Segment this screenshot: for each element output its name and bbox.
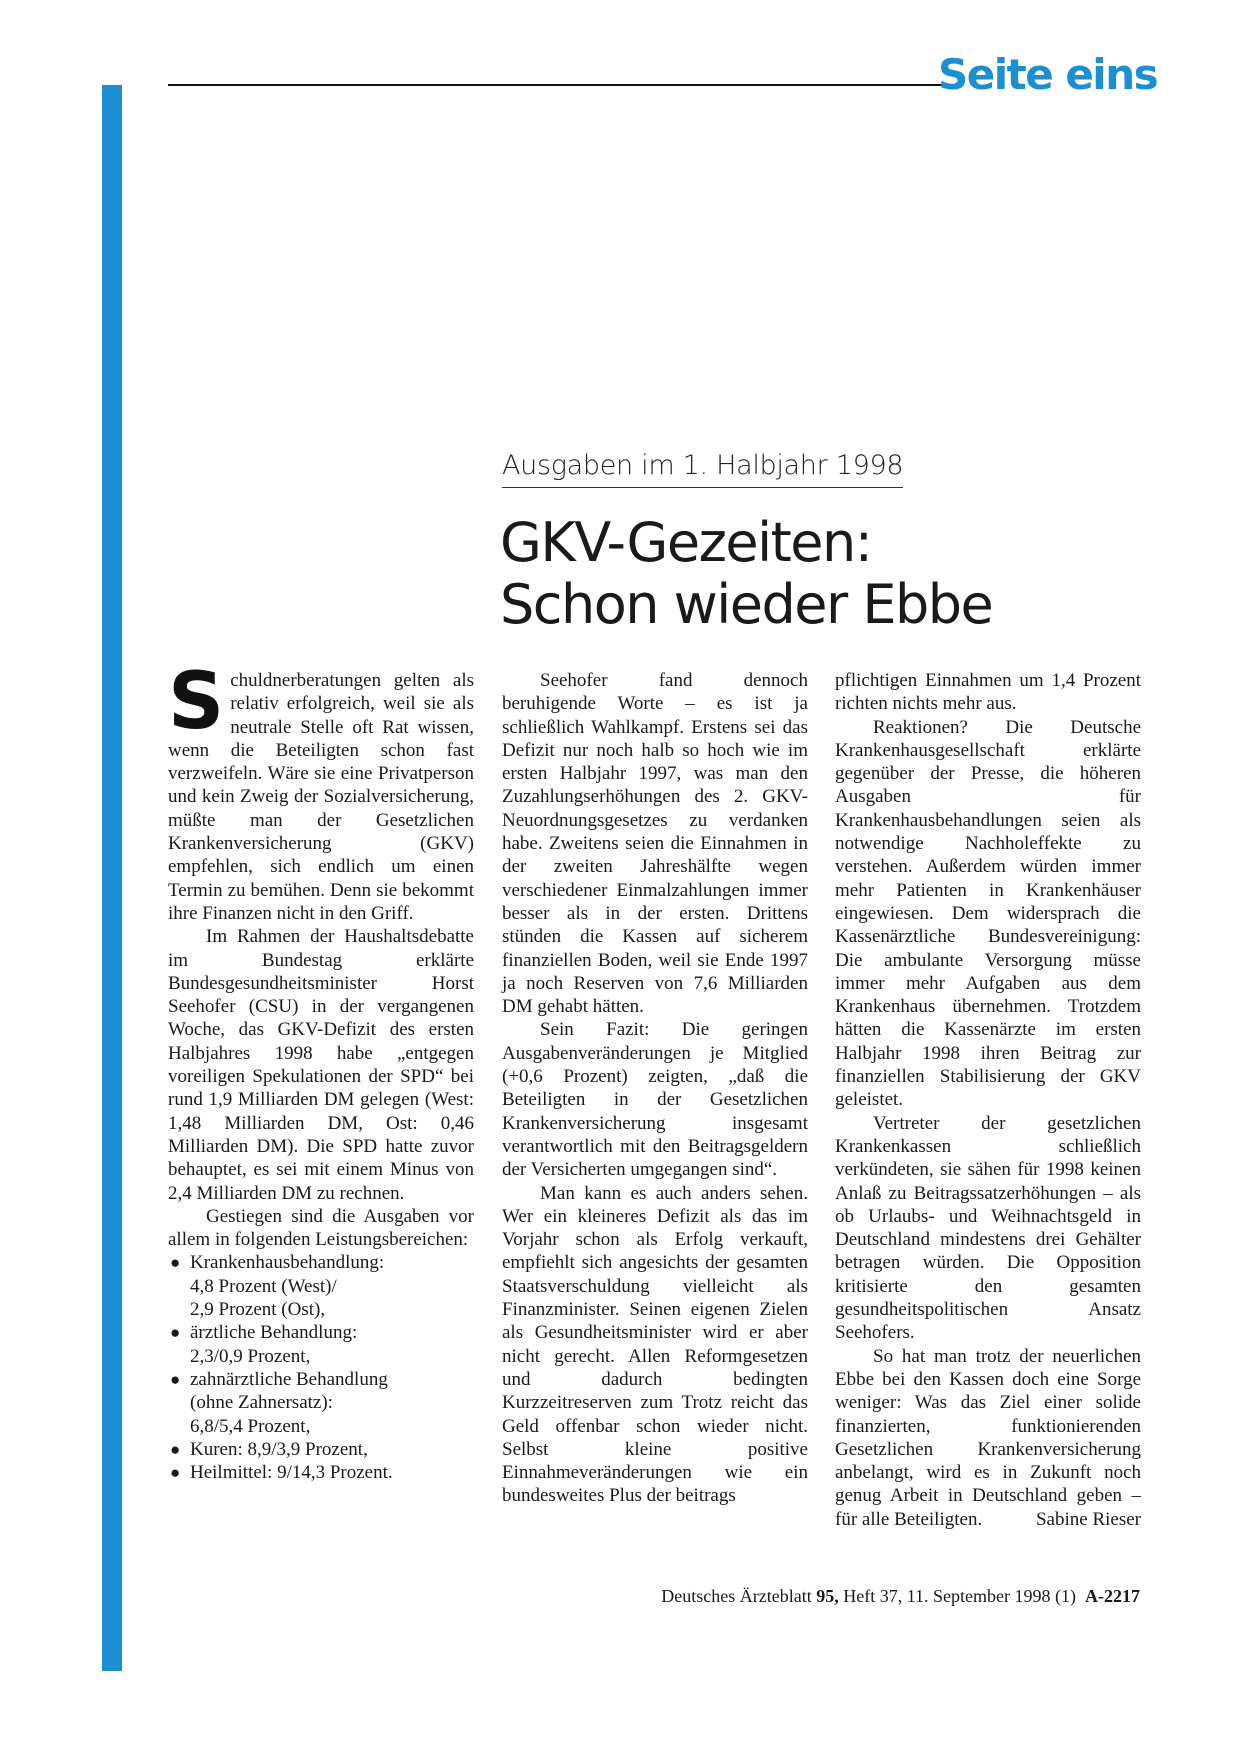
article-column-3 (835, 669, 1141, 1531)
list-item-line: zahnärztliche Behandlung (190, 1368, 388, 1390)
headline-line-1: GKV-Gezeiten: (500, 511, 872, 574)
bullet-icon: ● (170, 1439, 181, 1459)
drop-cap: S (168, 657, 225, 747)
headline-line-2: Schon wieder Ebbe (500, 573, 993, 636)
list-item-line: 2,9 Prozent (Ost), (190, 1299, 326, 1321)
paragraph (168, 657, 474, 925)
page-footer (500, 1586, 1140, 1607)
header-rule (168, 84, 948, 86)
list-item (168, 1461, 474, 1484)
paragraph-text: chuldnerberatungen gelten als relativ erfolgreich, weil sie als neutrale Stelle oft Rat wissen, wenn die Beteiligten schon fast verzweifeln. Wäre sie eine Privatperson und kein Zweig der Sozialversicherung, müßte man der Gesetzlichen Krankenversicherung (GKV) empfehlen, sich endlich um einen Termin zu bemühen. Denn sie bekommt ihre Finanzen nicht in den Griff. (168, 670, 474, 924)
bullet-icon: ● (170, 1369, 181, 1389)
paragraph: Reaktionen? Die Deutsche Krankenhausgesellschaft erklärte gegenüber der Presse, die höheren Ausgaben für Krankenhausbehandlungen seien als notwendige Nachholeffekte zu verstehen. Außerdem würden immer mehr Patienten in Krankenhäuser eingewiesen. Dem widersprach die Kassenärztliche Bundesvereinigung: Die ambulante Versorgung müsse immer mehr Aufgaben aus dem Krankenhaus übernehmen. Trotzdem hätten die Kassenärzte im ersten Halbjahr 1998 ihren Beitrag zur finanziellen Stabilisierung der GKV geleistet. (835, 716, 1141, 1111)
paragraph: Vertreter der gesetzlichen Krankenkassen schließlich verkündeten, sie sähen für 1998 keinen Anlaß zu Beitragssatzerhöhungen – als ob Urlaubs- und Weihnachtsgeld in Deutschland mindestens drei Gehälter betragen würden. Die Opposition kritisierte den gesamten gesundheitspolitischen Ansatz Seehofers. (835, 1112, 1141, 1344)
article-column-2 (502, 669, 808, 1508)
list-item-line: Kuren: 8,9/3,9 Prozent, (190, 1438, 368, 1460)
list-item-line: ärztliche Behandlung: (190, 1322, 358, 1344)
paragraph: Sein Fazit: Die geringen Ausgabenveränderungen je Mitglied (+0,6 Prozent) zeigten, „daß die Beteiligten in der Gesetzlichen Krankenversicherung insgesamt verantwortlich mit den Beitragsgeldern der Versicherten umgegangen sind“. (502, 1019, 808, 1181)
list-item-line: 6,8/5,4 Prozent, (190, 1415, 311, 1437)
sidebar-accent-bar (102, 85, 122, 1671)
paragraph (835, 1345, 1141, 1531)
article-headline (500, 512, 1140, 636)
journal-volume: 95, (816, 1586, 839, 1606)
paragraph-text: So hat man trotz der neuerlichen Ebbe bei den Kassen doch eine Sorge weniger: Was das Ziel einer solide finanzierten, funktionierenden Gesetzlichen Krankenversicherung anbelangt, wird es in Zukunft noch genug Arbeit in Deutschland geben – für alle Beteiligten. (835, 1345, 1141, 1530)
article-column-1 (168, 657, 474, 1484)
list-item (168, 1368, 474, 1438)
paragraph: Im Rahmen der Haushaltsdebatte im Bundestag erklärte Bundesgesundheitsminister Horst Seehofer (CSU) in der vergangenen Woche, das GKV-Defizit des ersten Halbjahres 1998 habe „entgegen voreiligen Spekulationen der SPD“ bei rund 1,9 Milliarden DM gelegen (West: 1,48 Milliarden DM, Ost: 0,46 Milliarden DM). Die SPD hatte zuvor behauptet, es sei mit einem Minus von 2,4 Milliarden DM zu rechnen. (168, 926, 474, 1204)
bullet-icon: ● (170, 1323, 181, 1343)
list-item (168, 1321, 474, 1368)
list-item-line: 4,8 Prozent (West)/ (190, 1275, 337, 1297)
list-item-line: 2,3/0,9 Prozent, (190, 1345, 311, 1367)
paragraph: pflichtigen Einnahmen um 1,4 Prozent richten nichts mehr aus. (835, 670, 1141, 715)
article-kicker: Ausgaben im 1. Halbjahr 1998 (502, 450, 903, 488)
bullet-icon: ● (170, 1463, 181, 1483)
list-item-line: Krankenhausbehandlung: (190, 1252, 385, 1274)
paragraph: Seehofer fand dennoch beruhigende Worte – es ist ja schließlich Wahlkampf. Erstens sei das Defizit nur noch halb so hoch wie im ersten Halbjahr 1997, was man den Zuzahlungserhöhungen des 2. GKV-Neuordnungsgesetzes zu verdanken habe. Zweitens seien die Einnahmen in der zweiten Jahreshälfte wegen verschiedener Einmalzahlungen immer besser als in der ersten. Drittens stünden die Kassen auf sicherem finanziellen Boden, weil sie Ende 1997 ja noch Reserven von 7,6 Milliarden DM gehabt hätten. (502, 670, 808, 1018)
page-number: A-2217 (1085, 1586, 1140, 1606)
list-item (168, 1438, 474, 1461)
spending-list (168, 1251, 474, 1484)
paragraph: Gestiegen sind die Ausgaben vor allem in folgenden Leistungsbereichen: (168, 1205, 474, 1251)
journal-name: Deutsches Ärzteblatt (661, 1586, 812, 1606)
journal-issue: Heft 37, 11. September 1998 (1) (843, 1586, 1076, 1606)
list-item (168, 1251, 474, 1321)
paragraph: Man kann es auch anders sehen. Wer ein kleineres Defizit als das im Vorjahr schon als Erfolg verkauft, empfiehlt sich angesichts der gesamten Staatsverschuldung vielleicht als Finanzminister. Seinen eigenen Zielen als Gesundheitsminister wird er aber nicht gerecht. Allen Reformgesetzen und dadurch bedingten Kurzzeitreserven zum Trotz reicht das Geld offenbar schon wieder nicht. Selbst kleine positive Einnahmeveränderungen wie ein bundesweites Plus der beitrags (502, 1182, 808, 1507)
author-signature: Sabine Rieser (1035, 1508, 1141, 1530)
list-item-line: (ohne Zahnersatz): (190, 1392, 333, 1414)
bullet-icon: ● (170, 1253, 181, 1273)
section-label: Seite eins (938, 50, 1158, 99)
list-item-line: Heilmittel: 9/14,3 Prozent. (190, 1462, 393, 1484)
